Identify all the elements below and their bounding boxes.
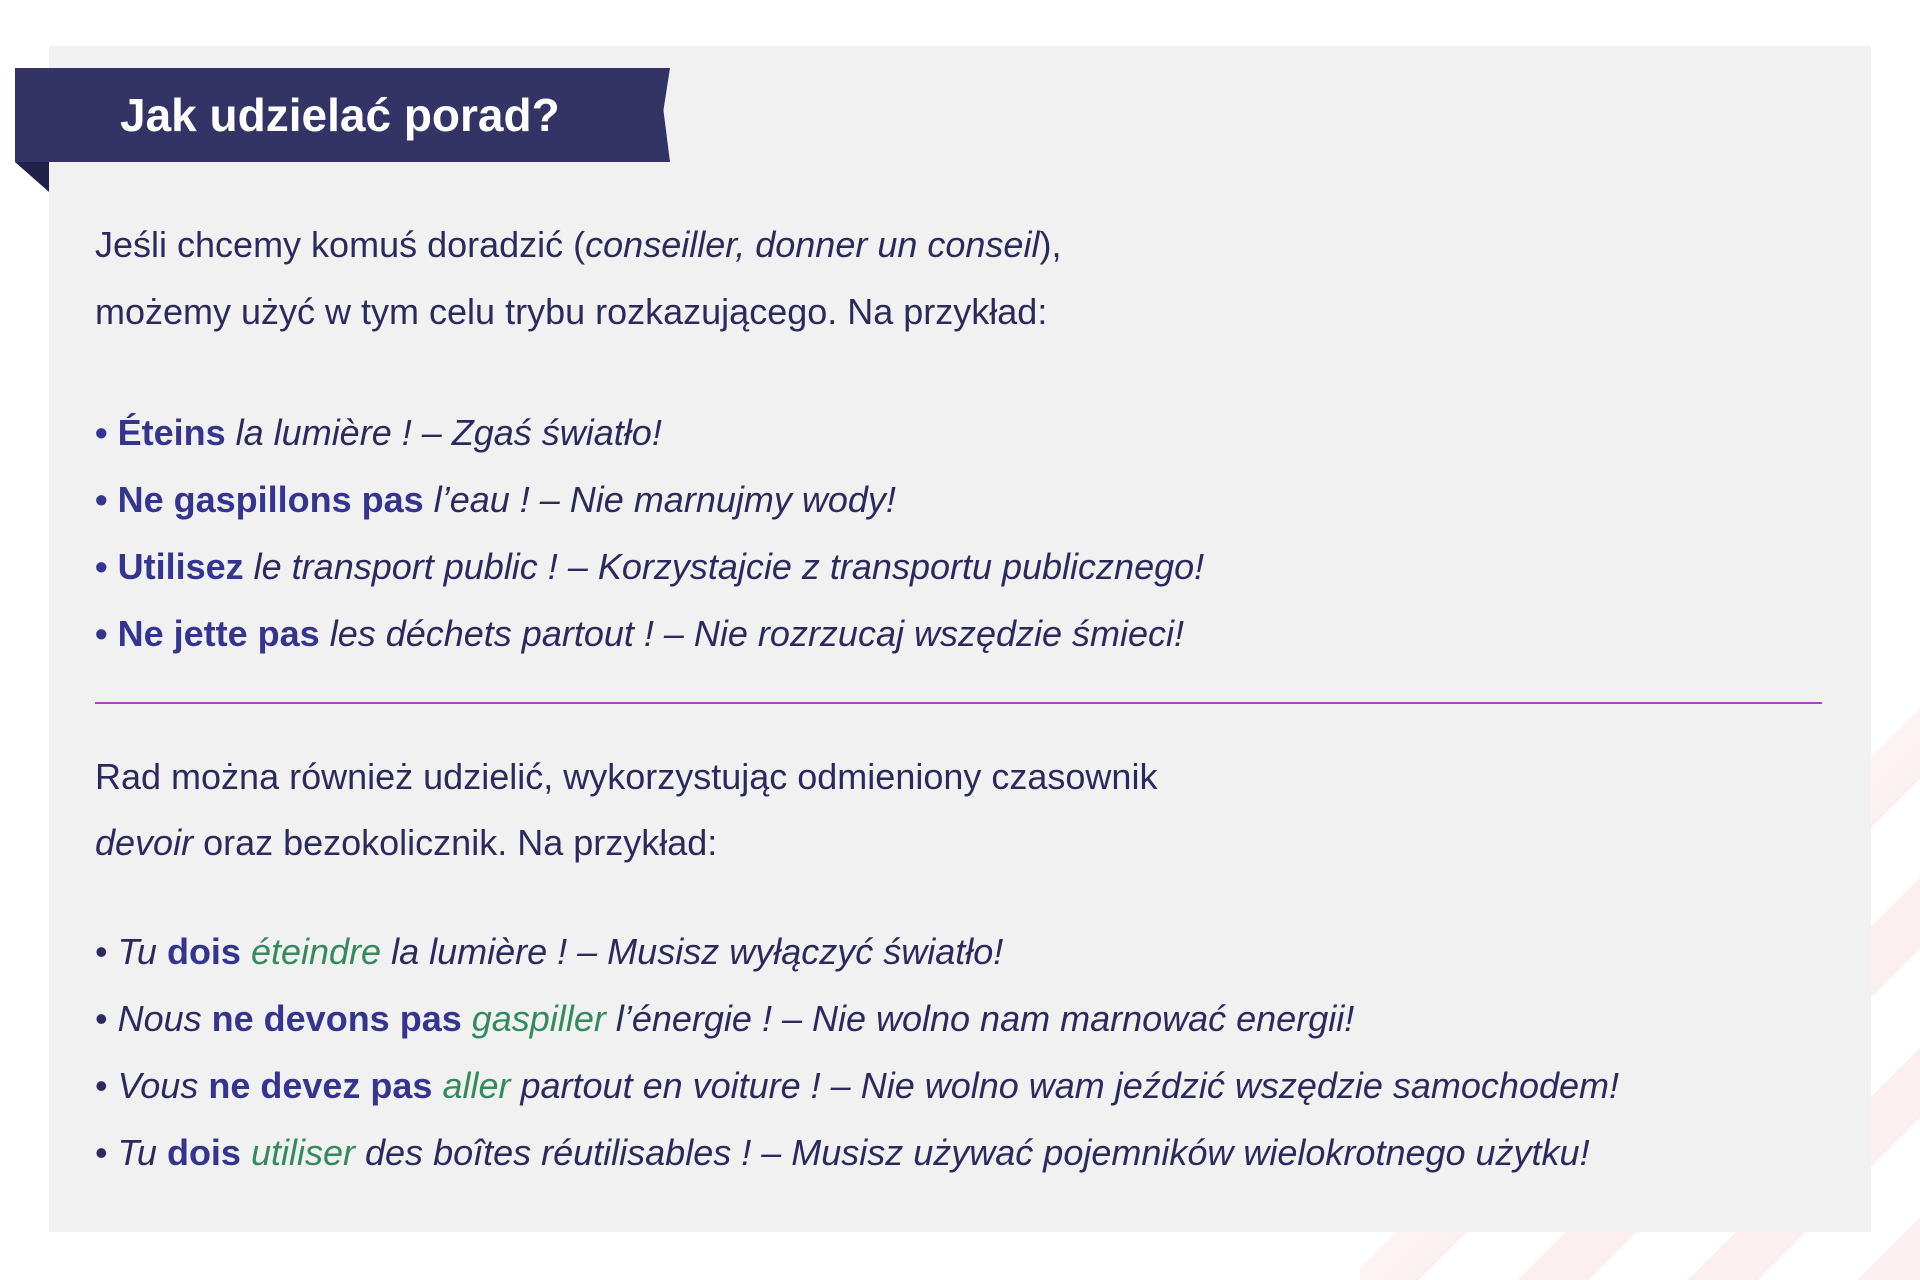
example-line xyxy=(95,609,1184,659)
text-segment: Tu xyxy=(117,1132,167,1173)
example-line xyxy=(95,927,1003,977)
text-segment: • xyxy=(95,479,118,520)
text-segment: Utilisez xyxy=(117,546,244,587)
text-segment: la lumière ! – Musisz wyłączyć światło! xyxy=(381,931,1004,972)
text-segment: Rad można również udzielić, wykorzystując odmieniony czasownik xyxy=(95,756,1158,797)
intro-line xyxy=(95,220,1061,270)
text-segment: le transport public ! – Korzystajcie z transportu publicznego! xyxy=(243,546,1205,587)
text-segment: conseiller, donner un conseil xyxy=(585,224,1040,265)
text-segment: gaspiller xyxy=(471,998,606,1039)
text-segment: ne devons pas xyxy=(211,998,462,1039)
intro-line xyxy=(95,752,1157,802)
text-segment: Ne jette pas xyxy=(117,613,320,654)
text-segment xyxy=(241,931,251,972)
text-segment: Jeśli chcemy komuś doradzić ( xyxy=(95,224,586,265)
text-segment: Éteins xyxy=(117,412,226,453)
text-segment: Nous xyxy=(117,998,212,1039)
text-segment: aller xyxy=(442,1065,511,1106)
section-divider xyxy=(95,702,1822,704)
example-line xyxy=(95,542,1204,592)
intro-line xyxy=(95,818,717,868)
text-segment: • xyxy=(95,931,118,972)
text-segment xyxy=(462,998,472,1039)
text-segment xyxy=(241,1132,251,1173)
text-segment: devoir xyxy=(95,822,194,863)
text-segment: • xyxy=(95,1132,118,1173)
text-segment: Vous xyxy=(117,1065,209,1106)
banner-fold xyxy=(15,162,49,192)
text-segment: l’énergie ! – Nie wolno nam marnować energii! xyxy=(605,998,1355,1039)
text-segment: l’eau ! – Nie marnujmy wody! xyxy=(423,479,896,520)
text-segment: dois xyxy=(166,1132,241,1173)
text-segment: • xyxy=(95,1065,118,1106)
text-segment xyxy=(432,1065,442,1106)
text-segment: • xyxy=(95,412,118,453)
text-segment: utiliser xyxy=(250,1132,356,1173)
text-segment: dois xyxy=(166,931,241,972)
text-segment: éteindre xyxy=(250,931,382,972)
text-segment: la lumière ! – Zgaś światło! xyxy=(225,412,662,453)
intro-line xyxy=(95,287,1047,337)
text-segment: oraz bezokolicznik. Na przykład: xyxy=(193,822,718,863)
text-segment: • xyxy=(95,613,118,654)
page-title: Jak udzielać porad? xyxy=(120,89,560,141)
text-segment: • xyxy=(95,998,118,1039)
text-segment: ne devez pas xyxy=(208,1065,433,1106)
text-segment: Tu xyxy=(117,931,167,972)
example-line xyxy=(95,408,662,458)
example-line xyxy=(95,1061,1619,1111)
text-segment: Ne gaspillons pas xyxy=(117,479,424,520)
text-segment: les déchets partout ! – Nie rozrzucaj wszędzie śmieci! xyxy=(319,613,1185,654)
text-segment: ), xyxy=(1039,224,1062,265)
example-line xyxy=(95,994,1354,1044)
text-segment: des boîtes réutilisables ! – Musisz używać pojemników wielokrotnego użytku! xyxy=(355,1132,1590,1173)
text-segment: • xyxy=(95,546,118,587)
example-line xyxy=(95,475,896,525)
example-line xyxy=(95,1128,1590,1178)
text-segment: możemy użyć w tym celu trybu rozkazującego. Na przykład: xyxy=(95,291,1048,332)
text-segment: partout en voiture ! – Nie wolno wam jeździć wszędzie samochodem! xyxy=(510,1065,1620,1106)
